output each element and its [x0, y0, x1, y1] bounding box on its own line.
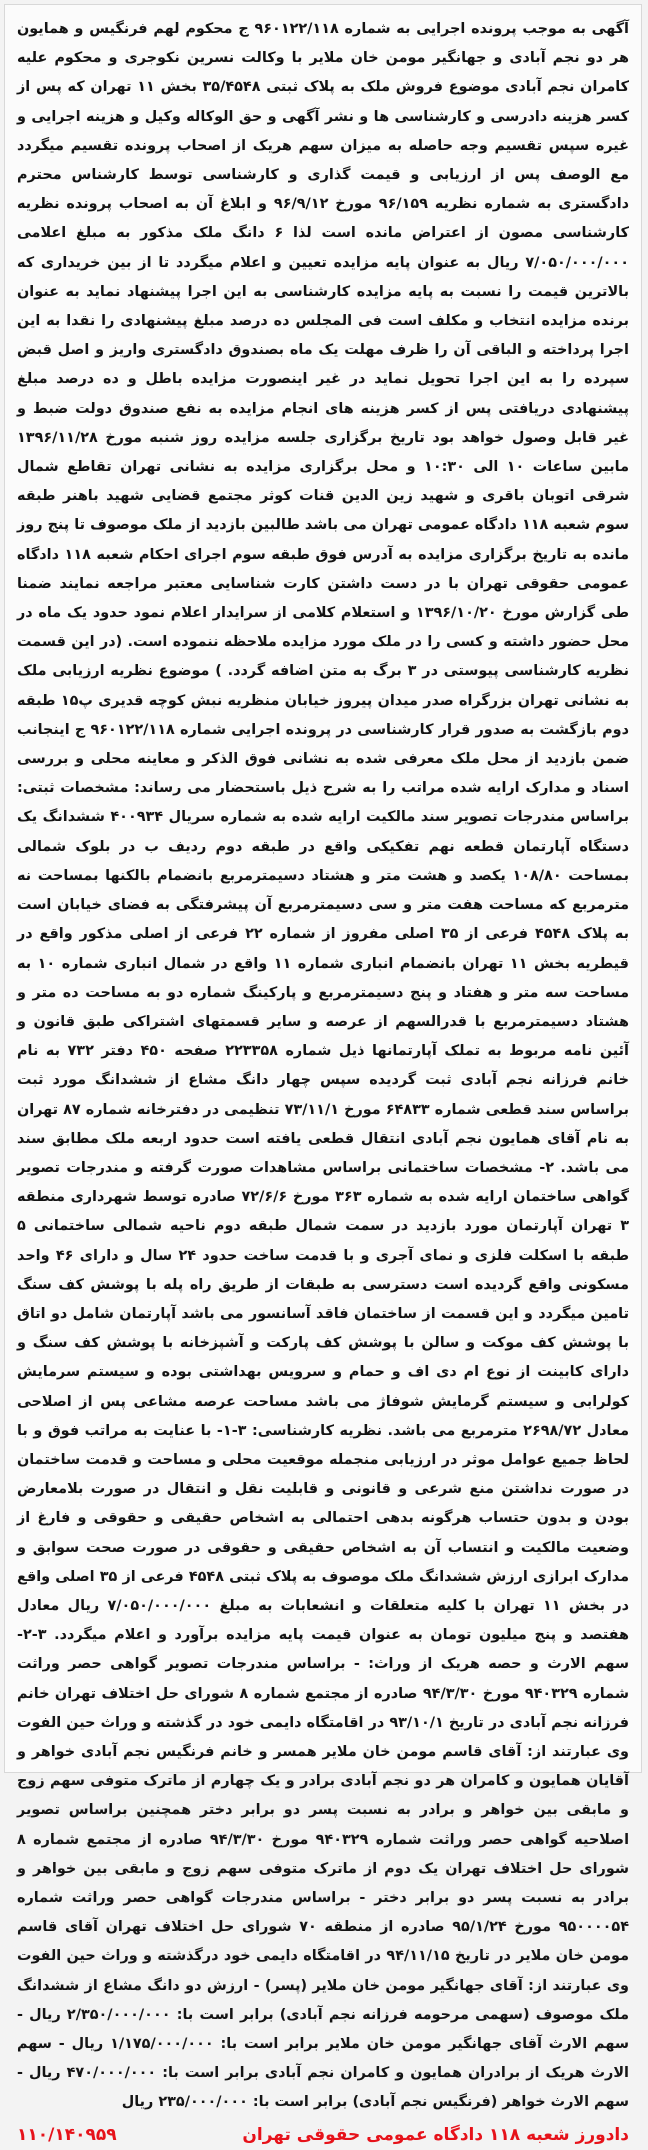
notice-body: آگهی به موجب پرونده اجرایی به شماره ۹۶۰۱۲۲/۱۱۸ ج محکوم لهم فرنگیس و همایون هر دو نجم آبادی و جهانگیر مومن خان ملایر با وکالت نسرین نکوجری و محکوم علیه کامران نجم آبادی موضوع فروش ملک به پلاک ثبتی ۳۵/۴۵۴۸ بخش ۱۱ تهران که پس از کسر هزینه دادرسی و کارشناسی ها و نشر آگهی و حق الوکاله وکیل و هزینه اجرایی و غیره سپس تقسیم وجه حاصله به میزان سهم هریک از اصحاب پرونده تقسیم میگردد مع الوصف پس از ارزیابی و قیمت گذاری و کارشناسی توسط کارشناس محترم دادگستری به شماره نظریه ۹۶/۱۵۹ مورخ ۹۶/۹/۱۲ و ابلاغ آن به اصحاب پرونده نظریه کارشناسی مصون از اعتراض مانده است لذا ۶ دانگ ملک مذکور به مبلغ اعلامی ۷/۰۵۰/۰۰۰/۰۰۰ ریال به عنوان پایه مزایده تعیین و اعلام میگردد تا از بین خریداری که بالاترین قیمت را نسبت به پایه مزایده کارشناسی به این اجرا پیشنهاد نماید به عنوان برنده مزایده انتخاب و مکلف است فی المجلس ده درصد مبلغ پیشنهادی را نقدا به این اجرا پرداخته و الباقی آن را ظرف مهلت یک ماه بصندوق دادگستری واریز و اصل قبض سپرده را به این اجرا تحویل نماید در غیر اینصورت مزایده باطل و ده درصد مبلغ پیشنهادی دریافتی پس از کسر هزینه های انجام مزایده به نفع صندوق دولت ضبط و غیر قابل وصول خواهد بود تاریخ برگزاری جلسه مزایده روز شنبه مورخ ۱۳۹۶/۱۱/۲۸ مابین ساعات ۱۰ الی ۱۰:۳۰ و محل برگزاری مزایده به نشانی تهران تقاطع شمال شرقی اتوبان باقری و شهید زین الدین قنات کوثر مجتمع قضایی شهید باهنر طبقه سوم شعبه ۱۱۸ دادگاه عمومی تهران می باشد طالبین بازدید از ملک موصوف تا پنج روز مانده به تاریخ برگزاری مزایده به آدرس فوق طبقه سوم اجرای احکام شعبه ۱۱۸ دادگاه عمومی حقوقی تهران با در دست داشتن کارت شناسایی معتبر مراجعه نمایند ضمنا طی گزارش مورخ ۱۳۹۶/۱۰/۲۰ و استعلام کلامی از سرایدار اعلام نمود حدود یک ماه در محل حضور داشته و کسی را در ملک مورد مزایده ملاحظه ننموده است. (در این قسمت نظریه کارشناسی پیوستی در ۳ برگ به متن اضافه گردد. ) موضوع نظریه ارزیابی ملک به نشانی تهران بزرگراه صدر میدان پیروز خیابان منظریه نبش کوچه قدیری پ۱۵ طبقه دوم بازگشت به صدور قرار کارشناسی در پرونده اجرایی شماره ۹۶۰۱۲۲/۱۱۸ ج اینجانب ضمن بازدید از محل ملک معرفی شده به نشانی فوق الذکر و معاینه محلی و بررسی اسناد و مدارک ارایه شده مراتب را به شرح ذیل باستحضار می رساند: مشخصات ثبتی: براساس مندرجات تصویر سند مالکیت ارایه شده به شماره سریال ۴۰۰۹۳۴ ششدانگ یک دستگاه آپارتمان قطعه نهم تفکیکی واقع در طبقه دوم ردیف ب در بلوک شمالی بمساحت ۱۰۸/۸۰ یکصد و هشت متر و هشتاد دسیمترمربع بانضمام بالکنها بمساحت نه مترمربع که مساحت هفت متر و سی دسیمترمربع آن پیشرفتگی به فضای خیابان است به پلاک ۴۵۴۸ فرعی از ۳۵ اصلی مفروز از شماره ۲۲ فرعی از اصلی مذکور واقع در قیطریه بخش ۱۱ تهران بانضمام انباری شماره ۱۱ واقع در شمال انباری شماره ۱۰ به مساحت سه متر و هفتاد و پنج دسیمترمربع و پارکینگ شماره دو به مساحت ده متر و هشتاد دسیمترمربع با قدرالسهم از عرصه و سایر قسمتهای اشتراکی طبق قانون و آئین نامه مربوط به تملک آپارتمانها ذیل شماره ۲۲۳۳۵۸ صفحه ۴۵۰ دفتر ۷۳۲ به نام خانم فرزانه نجم آبادی ثبت گردیده سپس چهار دانگ مشاع از ششدانگ مورد ثبت براساس سند قطعی شماره ۶۴۸۳۳ مورخ ۷۳/۱۱/۱ تنظیمی در دفترخانه شماره ۸۷ تهران به نام آقای همایون نجم آبادی انتقال قطعی یافته است حدود اربعه ملک مطابق سند می باشد. ۲- مشخصات ساختمانی براساس مشاهدات صورت گرفته و مندرجات تصویر گواهی ساختمان ارایه شده به شماره ۳۶۳ مورخ ۷۲/۶/۶ صادره توسط شهرداری منطقه ۳ تهران آپارتمان مورد بازدید در سمت شمال طبقه دوم ناحیه شمالی ساختمانی ۵ طبقه با اسکلت فلزی و نمای آجری و با قدمت ساخت حدود ۲۴ سال و دارای ۴۶ واحد مسکونی واقع گردیده است دسترسی به طبقات از طریق راه پله با پوشش کف سنگ تامین میگردد و این قسمت از ساختمان فاقد آسانسور می باشد آپارتمان شامل دو اتاق با پوشش کف موکت و سالن با پوشش کف پارکت و آشپزخانه با پوشش کف سنگ و دارای کابینت از نوع ام دی اف و حمام و سرویس بهداشتی بوده و سیستم سرمایش کولرابی و سیستم گرمایش شوفاژ می باشد مساحت عرصه مشاعی پس از اصلاحی معادل ۲۶۹۸/۷۲ مترمربع می باشد. نظریه کارشناسی: ۳-۱- با عنایت به مراتب فوق و با لحاظ جمیع عوامل موثر در ارزیابی منجمله موقعیت محلی و مساحت و قدمت ساختمان در صورت نداشتن منع شرعی و قانونی و قابلیت نقل و انتقال در صورت بلامعارض بودن و بدون حتساب هرگونه بدهی احتمالی به اشخاص حقیقی و حقوقی و فارغ از وضعیت مالکیت و انتساب آن به اشخاص حقیقی و حقوقی در صورت صحت سوابق و مدارک ابرازی ارزش ششدانگ ملک موصوف به پلاک ثبتی ۴۵۴۸ فرعی از ۳۵ اصلی واقع در بخش ۱۱ تهران با کلیه متعلقات و انشعابات به مبلغ ۷/۰۵۰/۰۰۰/۰۰۰ ریال معادل هفتصد و پنج میلیون تومان به عنوان قیمت پایه مزایده برآورد و اعلام میگردد. ۳-۲- سهم الارث و حصه هریک از وراث: - براساس مندرجات تصویر گواهی حصر وراثت شماره ۹۴۰۳۲۹ مورخ ۹۴/۳/۳۰ صادره از مجتمع شماره ۸ شورای حل اختلاف تهران خانم فرزانه نجم آبادی در تاریخ ۹۳/۱۰/۱ در اقامتگاه دایمی خود در گذشته و وراث حین الفوت وی عبارتند از: آقای قاسم مومن خان ملایر همسر و خانم فرنگیس نجم آبادی خواهر و آقایان همایون و کامران هر دو نجم آبادی برادر و یک چهارم از ماترک متوفی سهم زوج و مابقی بین خواهر و برادر به نسبت پسر دو برابر دختر همچنین براساس تصویر اصلاحیه گواهی حصر وراثت شماره ۹۴۰۳۲۹ مورخ ۹۴/۳/۳۰ صادره از مجتمع شماره ۸ شورای حل اختلاف تهران یک دوم از ماترک متوفی سهم زوج و مابقی بین خواهر و برادر به نسبت پسر دو برابر دختر - براساس مندرجات گواهی حصر وراثت شماره ۹۵۰۰۰۰۵۴ مورخ ۹۵/۱/۲۴ صادره از منطقه ۷۰ شورای حل اختلاف تهران آقای قاسم مومن خان ملایر در تاریخ ۹۴/۱۱/۱۵ در اقامتگاه دایمی خود درگذشته و وراث حین الفوت وی عبارتند از: آقای جهانگیر مومن خان ملایر (پسر) - ارزش دو دانگ مشاع از ششدانگ ملک موصوف (سهمی مرحومه فرزانه نجم آبادی) برابر است با: ۲/۳۵۰/۰۰۰/۰۰۰ ریال - سهم الارث آقای جهانگیر مومن خان ملایر برابر است با: ۱/۱۷۵/۰۰۰/۰۰۰ ریال - سهم الارث هریک از برادران همایون و کامران نجم آبادی برابر است با: ۴۷۰/۰۰۰/۰۰۰ ریال - سهم الارث خواهر (فرنگیس نجم آبادی) برابر است با: ۲۳۵/۰۰۰/۰۰۰ ریال — [17, 21, 630, 2111]
legal-notice — [4, 4, 642, 2145]
notice-number: ۱۱۰/۱۴۰۹۵۹ — [17, 2124, 117, 2145]
notice-footer — [17, 2120, 629, 2150]
issuer-signature: دادورز شعبه ۱۱۸ دادگاه عمومی حقوقی تهران — [242, 2124, 629, 2145]
